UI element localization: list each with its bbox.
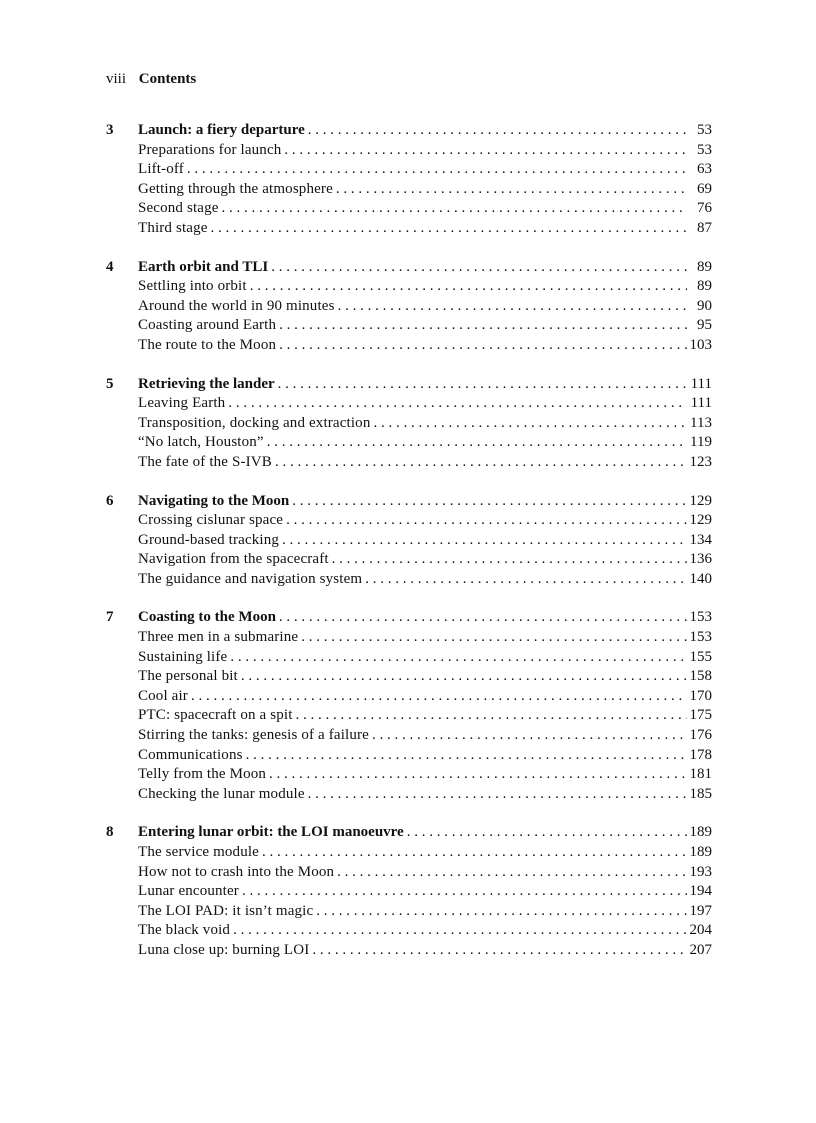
section-page-number: 197	[689, 902, 712, 919]
section-title: Stirring the tanks: genesis of a failure	[138, 727, 369, 744]
section-title: Settling into orbit	[138, 278, 247, 295]
section-page-number: 134	[689, 531, 712, 548]
section-title: The fate of the S-IVB	[138, 453, 272, 470]
toc-chapter-heading[interactable]	[106, 492, 712, 512]
section-title: How not to crash into the Moon	[138, 863, 335, 880]
section-page-number: 95	[697, 317, 712, 334]
dot-leader	[242, 882, 687, 902]
section-page-number: 194	[689, 883, 712, 900]
dot-leader	[296, 706, 687, 726]
section-page-number: 155	[689, 648, 712, 665]
toc-section-entry[interactable]	[106, 902, 712, 922]
toc-section-entry[interactable]	[106, 394, 712, 414]
section-page-number: 111	[690, 395, 712, 412]
section-page-number: 89	[697, 278, 712, 295]
section-title: Getting through the atmosphere	[138, 180, 333, 197]
toc-section-entry[interactable]	[106, 511, 712, 531]
section-page-number: 170	[689, 687, 712, 704]
dot-leader	[241, 667, 687, 687]
toc-section-entry[interactable]	[106, 628, 712, 648]
toc-section-entry[interactable]	[106, 687, 712, 707]
section-title: The service module	[138, 844, 259, 860]
page-number: viii	[106, 71, 127, 87]
toc-chapter	[106, 375, 712, 473]
toc-section-entry[interactable]	[106, 550, 712, 570]
section-title: The route to the Moon	[138, 336, 277, 353]
dot-leader	[301, 628, 686, 648]
toc-chapter-heading[interactable]	[106, 121, 712, 141]
dot-leader	[308, 785, 687, 805]
toc-section-entry[interactable]	[106, 531, 712, 551]
dot-leader	[308, 121, 687, 141]
chapter-title: Earth orbit and TLI	[138, 258, 269, 275]
dot-leader	[316, 902, 686, 922]
section-page-number: 175	[689, 707, 712, 724]
chapter-page-number: 53	[697, 122, 712, 138]
section-page-number: 129	[689, 512, 712, 529]
section-page-number: 103	[689, 336, 712, 353]
dot-leader	[275, 453, 687, 473]
chapter-number: 7	[106, 609, 114, 626]
dot-leader	[372, 726, 687, 746]
section-title: Three men in a submarine	[138, 629, 299, 646]
chapter-page-number: 189	[689, 824, 712, 841]
toc-chapter	[106, 258, 712, 356]
chapter-title: Coasting to the Moon	[138, 609, 276, 626]
section-title: Crossing cislunar space	[138, 512, 284, 529]
toc-chapter	[106, 608, 712, 804]
chapter-page-number: 111	[690, 375, 712, 392]
section-page-number: 63	[697, 161, 712, 178]
toc-chapter-heading[interactable]	[106, 258, 712, 278]
toc-section-entry[interactable]	[106, 746, 712, 766]
chapter-title: Retrieving the lander	[138, 375, 275, 392]
toc-section-entry[interactable]	[106, 570, 712, 590]
dot-leader	[278, 375, 687, 395]
dot-leader	[282, 531, 686, 551]
dot-leader	[336, 180, 687, 200]
toc-section-entry[interactable]	[106, 706, 712, 726]
page-title: Contents	[138, 71, 197, 87]
section-title: Leaving Earth	[138, 395, 226, 412]
section-page-number: 119	[690, 434, 712, 451]
section-page-number: 178	[689, 746, 712, 763]
dot-leader	[279, 316, 687, 336]
toc-section-entry[interactable]	[106, 921, 712, 941]
section-title: PTC: spacecraft on a spit	[138, 707, 293, 724]
toc-section-entry[interactable]	[106, 316, 712, 336]
section-title: Checking the lunar module	[138, 785, 305, 802]
section-title: Lunar encounter	[138, 883, 239, 900]
dot-leader	[267, 433, 687, 453]
chapter-page-number: 89	[697, 258, 712, 275]
toc-chapter-heading[interactable]	[106, 608, 712, 628]
chapter-title: Launch: a fiery departure	[138, 122, 305, 138]
dot-leader	[187, 160, 687, 180]
chapter-title: Navigating to the Moon	[138, 492, 290, 509]
section-title: Cool air	[138, 687, 188, 704]
dot-leader	[312, 941, 686, 961]
toc-section-entry[interactable]	[106, 219, 712, 239]
dot-leader	[269, 765, 686, 785]
toc-section-entry[interactable]	[106, 199, 712, 219]
dot-leader	[262, 843, 687, 863]
toc-section-entry[interactable]	[106, 277, 712, 297]
dot-leader	[373, 414, 687, 434]
toc-section-entry[interactable]	[106, 863, 712, 883]
section-page-number: 176	[689, 727, 712, 744]
dot-leader	[338, 297, 687, 317]
dot-leader	[230, 648, 686, 668]
section-page-number: 207	[689, 941, 712, 958]
toc-section-entry[interactable]	[106, 433, 712, 453]
chapter-number: 4	[106, 258, 114, 275]
section-page-number: 158	[689, 668, 712, 685]
section-page-number: 181	[689, 766, 712, 783]
toc-section-entry[interactable]	[106, 941, 712, 961]
dot-leader	[279, 608, 687, 628]
dot-leader	[246, 746, 687, 766]
toc-section-entry[interactable]	[106, 726, 712, 746]
dot-leader	[222, 199, 687, 219]
section-title: The personal bit	[138, 668, 238, 685]
chapter-number: 5	[106, 375, 114, 392]
section-title: Telly from the Moon	[138, 766, 267, 783]
toc-chapter	[106, 823, 712, 960]
dot-leader	[286, 511, 686, 531]
toc-section-entry[interactable]	[106, 648, 712, 668]
toc-section-entry[interactable]	[106, 667, 712, 687]
section-title: Second stage	[138, 200, 219, 217]
dot-leader	[211, 219, 687, 239]
dot-leader	[407, 823, 687, 843]
dot-leader	[332, 550, 687, 570]
dot-leader	[365, 570, 686, 590]
section-page-number: 204	[689, 922, 712, 939]
section-title: The LOI PAD: it isn’t magic	[138, 902, 314, 919]
dot-leader	[279, 336, 686, 356]
section-page-number: 189	[689, 844, 712, 860]
dot-leader	[292, 492, 686, 512]
section-page-number: 69	[697, 180, 712, 197]
section-title: Around the world in 90 minutes	[138, 297, 335, 314]
section-title: Luna close up: burning LOI	[138, 941, 310, 958]
toc-section-entry[interactable]	[106, 160, 712, 180]
section-page-number: 87	[697, 219, 712, 236]
toc-section-entry[interactable]	[106, 843, 712, 863]
toc-section-entry[interactable]	[106, 336, 712, 356]
toc-section-entry[interactable]	[106, 414, 712, 434]
dot-leader	[250, 277, 687, 297]
chapter-page-number: 153	[689, 609, 712, 626]
section-title: Navigation from the spacecraft	[138, 551, 329, 568]
toc-chapter	[106, 492, 712, 590]
section-page-number: 113	[690, 414, 712, 431]
toc-chapter-heading[interactable]	[106, 375, 712, 395]
section-title: Sustaining life	[138, 648, 228, 665]
toc-section-entry[interactable]	[106, 453, 712, 473]
dot-leader	[191, 687, 687, 707]
chapter-page-number: 129	[689, 492, 712, 509]
section-title: The black void	[138, 922, 231, 939]
section-title: Ground-based tracking	[138, 531, 280, 548]
section-title: Lift-off	[138, 161, 184, 178]
section-page-number: 153	[689, 629, 712, 646]
toc-section-entry[interactable]	[106, 180, 712, 200]
toc-section-entry[interactable]	[106, 297, 712, 317]
section-page-number: 90	[697, 297, 712, 314]
chapter-number: 6	[106, 492, 114, 509]
dot-leader	[233, 921, 686, 941]
section-title: Third stage	[138, 219, 208, 236]
section-page-number: 136	[689, 551, 712, 568]
chapter-number: 8	[106, 824, 114, 841]
section-page-number: 193	[689, 863, 712, 880]
section-page-number: 140	[689, 570, 712, 587]
section-title: Transposition, docking and extraction	[138, 414, 371, 431]
section-title: Communications	[138, 746, 243, 763]
section-title: “No latch, Houston”	[138, 434, 264, 451]
toc-section-entry[interactable]	[106, 141, 712, 161]
section-page-number: 76	[697, 200, 712, 217]
section-page-number: 185	[689, 785, 712, 802]
chapter-title: Entering lunar orbit: the LOI manoeuvre	[138, 824, 404, 841]
section-title: The guidance and navigation system	[138, 570, 363, 587]
toc-chapter-heading[interactable]	[106, 823, 712, 843]
section-page-number: 53	[697, 141, 712, 158]
toc-section-entry[interactable]	[106, 785, 712, 805]
dot-leader	[284, 141, 687, 161]
section-page-number: 123	[689, 453, 712, 470]
toc-chapter	[106, 121, 712, 239]
page-header	[106, 70, 196, 88]
dot-leader	[271, 258, 687, 278]
toc-section-entry[interactable]	[106, 765, 712, 785]
dot-leader	[228, 394, 687, 414]
table-of-contents	[106, 121, 712, 980]
section-title: Coasting around Earth	[138, 317, 277, 334]
chapter-number: 3	[106, 122, 114, 138]
dot-leader	[337, 863, 686, 883]
section-title: Preparations for launch	[138, 141, 282, 158]
toc-section-entry[interactable]	[106, 882, 712, 902]
